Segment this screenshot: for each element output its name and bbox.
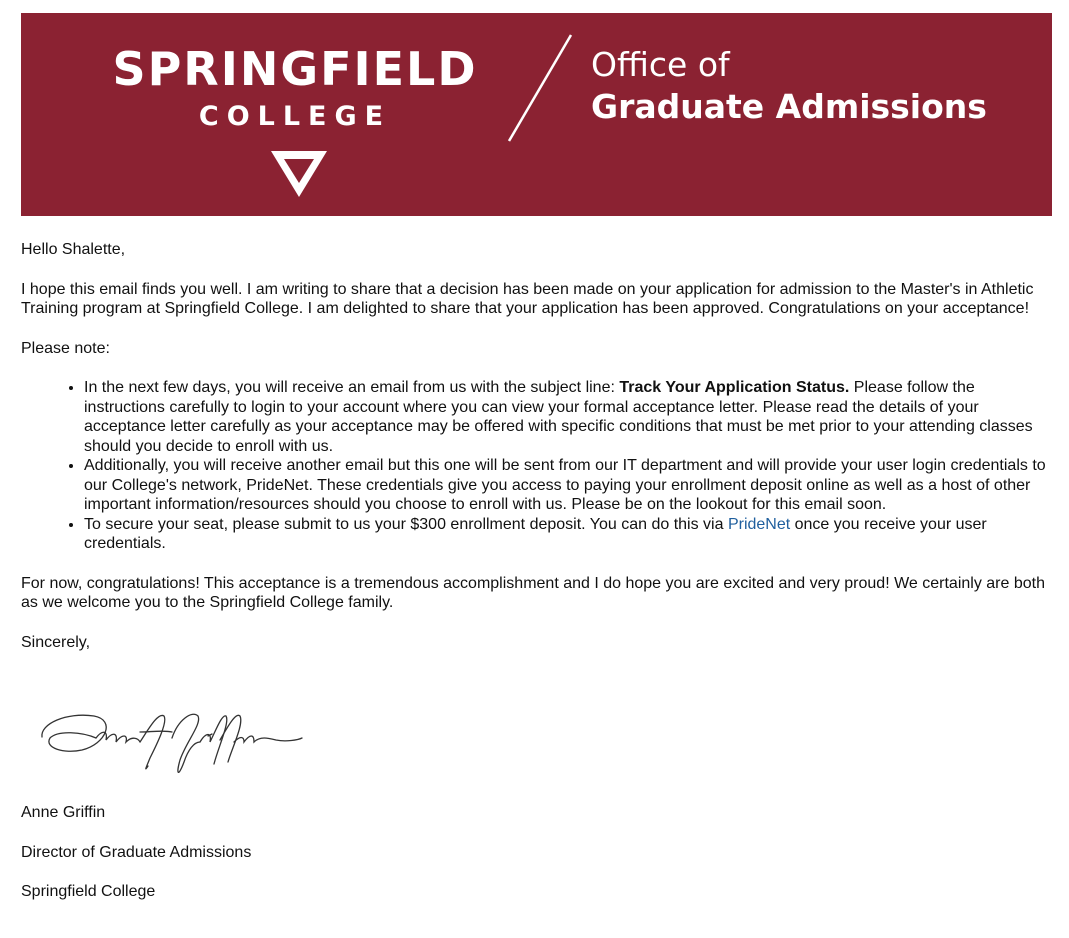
sender-organization: Springfield College	[21, 883, 156, 900]
bullet-text: To secure your seat, please submit to us your $300 enrollment deposit. You can do this via	[84, 515, 728, 533]
header-banner	[21, 13, 1052, 216]
pridenet-link[interactable]: PrideNet	[727, 515, 791, 533]
divider-slash	[501, 33, 581, 145]
subject-line-text: Track Your Application Status.	[619, 379, 850, 396]
office-title-line2: Graduate Admissions	[591, 87, 987, 126]
sender-name: Anne Griffin	[21, 804, 106, 821]
bullet-text: In the next few days, you will receive an email from us with the subject line:	[84, 379, 620, 396]
bullet-text: Please follow the instructions carefully to login to your account where you can view your formal acceptance letter. Please read the details of your acceptance letter carefully as your acceptance may be offered with specific conditions that must be met prior to your attending classes should you decide to enroll with us.	[84, 379, 1033, 455]
closing-paragraph: For now, congratulations! This acceptance is a tremendous accomplishment and I do hope you are excited and very proud! We certainly are both as we welcome you to the Springfield College family.	[21, 574, 1045, 611]
handwritten-signature	[36, 702, 306, 777]
bullet-text: once you receive your user credentials.	[84, 515, 987, 552]
logo-wordmark: SPRINGFIELD	[112, 42, 478, 96]
intro-paragraph: I hope this email finds you well. I am writing to share that a decision has been made on your application for admission to the Master's in Athletic Training program at Springfield College. I am delighted to share that your application has been approved. Congratulations on your acceptance!	[21, 280, 1034, 317]
list-item	[84, 378, 1051, 456]
notes-list	[21, 378, 1051, 554]
signoff: Sincerely,	[21, 633, 91, 651]
list-item	[84, 515, 1051, 554]
list-item: • Additionally, you will receive another email but this one will be sent from our IT department and will provide your user login credentials to our College's network, PrideNet. These credentials give you access to paying your enrollment deposit online as well as a host of other important information/resources should you choose to enroll with us. Please be on the lookout for this email soon.	[84, 456, 1051, 515]
triangle-logo-icon	[271, 151, 327, 199]
sender-title: Director of Graduate Admissions	[21, 843, 252, 861]
email-body	[21, 240, 1051, 672]
logo-subtitle: COLLEGE	[198, 101, 392, 132]
greeting: Hello Shalette,	[21, 241, 126, 258]
sender-block	[21, 803, 251, 922]
note-heading: Please note:	[21, 339, 110, 357]
office-title-line1: Office of	[591, 45, 730, 84]
